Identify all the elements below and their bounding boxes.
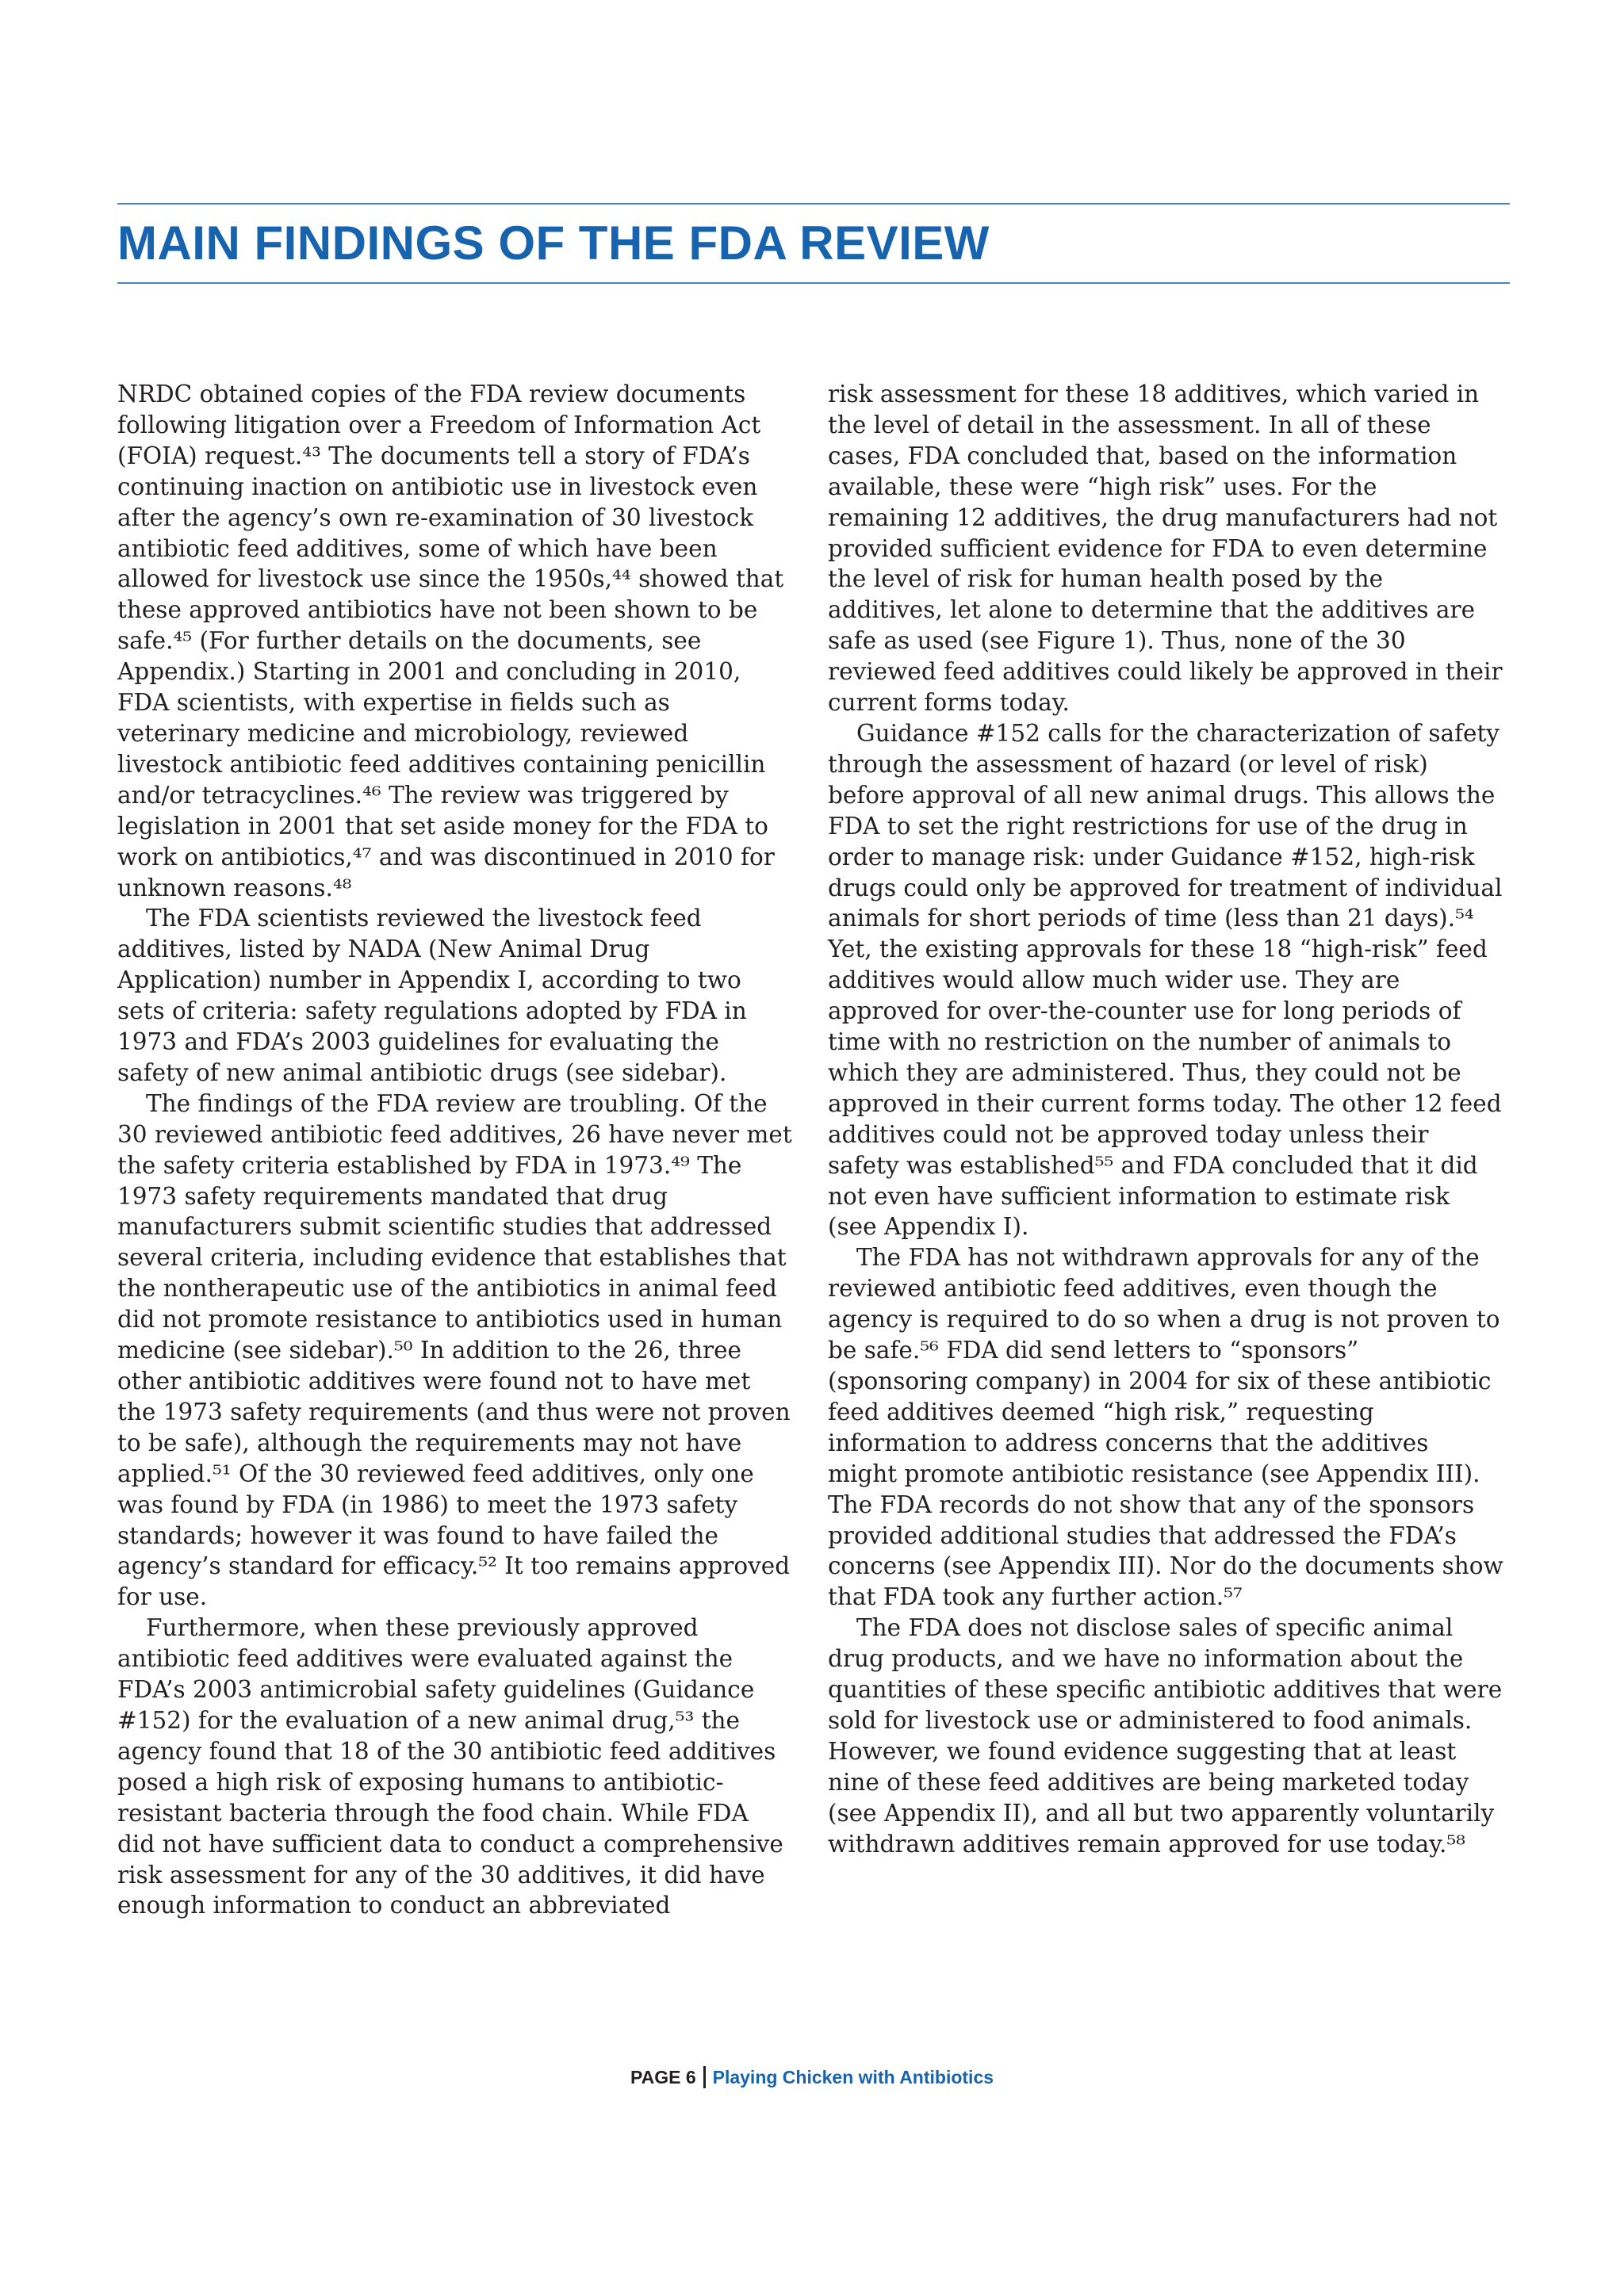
paragraph: Furthermore, when these previously approved antibiotic feed additives were evaluated against the FDA’s 2003 antimicrobial safety guidelines (Guidance #152) for the evaluation of a new animal drug,⁵³ the agency found that 18 of the 30 antibiotic feed additives posed a high risk of exposing humans to antibiotic-resistant bacteria through the food chain. While FDA did not have sufficient data to conduct a comprehensive risk assessment for any of the 30 additives, it did have enough information to conduct an abbreviated [117, 1614, 783, 1919]
paragraph: The findings of the FDA review are troubling. Of the 30 reviewed antibiotic feed additives, 26 have never met the safety criteria established by FDA in 1973.⁴⁹ The 1973 safety requirements mandated that drug manufacturers submit scientific studies that addressed several criteria, including evidence that establishes that the nontherapeutic use of the antibiotics in animal feed did not promote resistance to antibiotics used in human medicine (see sidebar).⁵⁰ In addition to the 26, three other antibiotic additives were found not to have met the 1973 safety requirements (and thus were not proven to be safe), although the requirements may not have applied.⁵¹ Of the 30 reviewed feed additives, only one was found by FDA (in 1986) to meet the 1973 safety standards; however it was found to have failed the agency’s standard for efficacy.⁵² It too remains approved for use. [117, 1089, 792, 1611]
paragraph: risk assessment for these 18 additives, which varied in the level of detail in the assessment. In all of these cases, FDA concluded that, based on the information available, these were “high risk” uses. For the remaining 12 additives, the drug manufacturers had not provided sufficient evidence for FDA to even determine the level of risk for human health posed by the additives, let alone to determine that the additives are safe as used (see Figure 1). Thus, none of the 30 reviewed feed additives could likely be approved in their current forms today. [828, 381, 1503, 717]
page-footer [0, 2066, 1624, 2088]
footer-divider [703, 2066, 706, 2088]
right-column [828, 379, 1503, 1860]
publication-title: Playing Chicken with Antibiotics [712, 2067, 994, 2087]
left-column [117, 379, 793, 1921]
paragraph: The FDA has not withdrawn approvals for any of the reviewed antibiotic feed additives, even though the agency is required to do so when a drug is not proven to be safe.⁵⁶ FDA did send letters to “sponsors” (sponsoring company) in 2004 for six of these antibiotic feed additives deemed “high risk,” requesting information to address concerns that the additives might promote antibiotic resistance (see Appendix III). The FDA records do not show that any of the sponsors provided additional studies that addressed the FDA’s concerns (see Appendix III). Nor do the documents show that FDA took any further action.⁵⁷ [828, 1244, 1503, 1611]
paragraph: NRDC obtained copies of the FDA review documents following litigation over a Freedom of Information Act (FOIA) request.⁴³ The documents tell a story of FDA’s continuing inaction on antibiotic use in livestock even after the agency’s own re-examination of 30 livestock antibiotic feed additives, some of which have been allowed for livestock use since the 1950s,⁴⁴ showed that these approved antibiotics have not been shown to be safe.⁴⁵ (For further details on the documents, see Appendix.) Starting in 2001 and concluding in 2010, FDA scientists, with expertise in fields such as veterinary medicine and microbiology, reviewed livestock antibiotic feed additives containing penicillin and/or tetracyclines.⁴⁶ The review was triggered by legislation in 2001 that set aside money for the FDA to work on antibiotics,⁴⁷ and was discontinued in 2010 for unknown reasons.⁴⁸ [117, 381, 784, 901]
paragraph: Guidance #152 calls for the characterization of safety through the assessment of hazard (or level of risk) before approval of all new animal drugs. This allows the FDA to set the right restrictions for use of the drug in order to manage risk: under Guidance #152, high-risk drugs could only be approved for treatment of individual animals for short periods of time (less than 21 days).⁵⁴ Yet, the existing approvals for these 18 “high-risk” feed additives would allow much wider use. They are approved for over-the-counter use for long periods of time with no restriction on the number of animals to which they are administered. Thus, they could not be approved in their current forms today. The other 12 feed additives could not be approved today unless their safety was established⁵⁵ and FDA concluded that it did not even have sufficient information to estimate risk (see Appendix I). [828, 719, 1503, 1241]
section-header [117, 203, 1510, 284]
paragraph: The FDA scientists reviewed the livestock feed additives, listed by NADA (New Animal Drug Application) number in Appendix I, according to two sets of criteria: safety regulations adopted by FDA in 1973 and FDA’s 2003 guidelines for evaluating the safety of new animal antibiotic drugs (see sidebar). [117, 905, 747, 1086]
page-number: PAGE 6 [630, 2067, 696, 2087]
paragraph: The FDA does not disclose sales of specific animal drug products, and we have no information about the quantities of these specific antibiotic additives that were sold for livestock use or administered to food animals. However, we found evidence suggesting that at least nine of these feed additives are being marketed today (see Appendix II), and all but two apparently voluntarily withdrawn additives remain approved for use today.⁵⁸ [828, 1614, 1503, 1858]
section-title: MAIN FINDINGS OF THE FDA REVIEW [117, 216, 990, 270]
